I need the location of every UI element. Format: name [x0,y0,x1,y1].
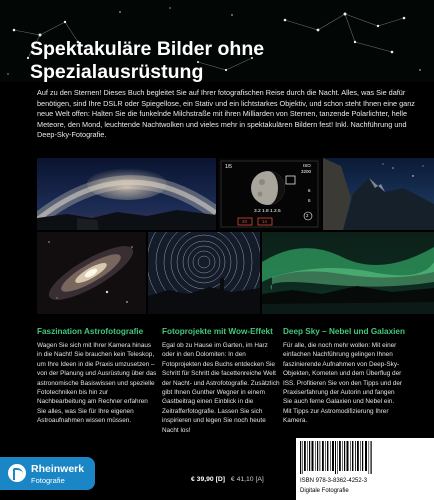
publisher-imprint: Fotografie [31,476,65,485]
column-text: Egal ob zu Hause im Garten, im Harz oder in den Dolomiten: In den Fotoprojekten des Buchs entdecken Sie Schritt für Schritt die facettenreiche Welt der Nacht- und Astrofotografie. Zusätzlich gibt Ihnen Gunther Wegner in einem Gastbeitrag einen Einblick in die Zeitrafferfotografie. Lassen Sie sich inspirieren und legen Sie noch heute Nacht los! [162,342,280,434]
camera-box-2: 14 [262,219,268,224]
star-trails-photo [148,232,260,314]
night-mountain-photo [323,158,434,230]
header-banner [0,0,434,82]
column-heading: Deep Sky – Nebel und Galaxien [283,327,405,336]
column-text: Wagen Sie sich mit Ihrer Kamera hinaus in die Nacht! Sie brauchen kein Teleskop, um Ihre Ideen in die Praxis umzusetzen – von der Planung und Ausrüstung über das astronomische Basiswissen und spezielle Fototechniken bis hin zur Nachbearbeitung am Rechner erfahren Sie alles, was Sie für Ihre eigenen Astroaufnahmen wissen müssen. [37,342,157,425]
feature-column [37,327,157,426]
camera-side-top: 6 [308,188,311,193]
camera-shot-count: 2 [306,213,309,218]
price-line [191,476,264,483]
camera-box-1: 20 [242,219,248,224]
isbn-number: ISBN 978-3-8362-4252-3 [300,478,368,484]
column-text: Für alle, die noch mehr wollen: Mit einer einfachen Nachführung gelingen Ihnen faszinierende Aufnahmen von Deep-Sky-Objekten, Kometen und dem Überflug der ISS. Profitieren Sie von den Tipps und der Praxiserfahrung der Autorin und fangen Sie auch ferne Galaxien und Nebel ein. Mit Tipps zur Astromodifizierung Ihrer Kamera. [283,342,403,425]
intro-text: Auf zu den Sternen! Dieses Buch begleitet Sie auf Ihrer fotografischen Reise durch die Nacht. Alles, was Sie dafür benötigen, sind Ihre DSLR oder Spiegellose, ein Stativ und ein lichtstarkes Objektiv, und schon steht Ihnen eine ganz neue Welt offen: Halten Sie die funkelnde Milchstraße mit ihren Milliarden von Sternen, tanzende Polarlichter, helle Meteore, den Mond, leuchtende Nachtwolken und vieles mehr in spektakulären Bildern fest! Inkl. Nachführung und Deep-Sky-Fotografie. [37,88,415,140]
camera-shutter-readout: 1/5 [225,164,232,170]
publisher-name: Rheinwerk [31,463,85,475]
feature-column [162,327,282,435]
camera-side-mid: 6 [308,198,311,203]
feature-column [283,327,403,426]
barcode-box [296,438,434,500]
milky-way-photo [37,158,216,230]
camera-exposure-readout: 3.2 1.8 1.2.5 [254,209,281,214]
column-heading: Faszination Astrofotografie [37,327,144,336]
publisher-mark-icon [8,464,26,482]
header-title: Spektakuläre Bilder ohne Spezialausrüstung [30,38,265,83]
aurora-photo [262,232,434,314]
barcode-icon [300,441,372,474]
price-germany: € 39,90 [D] [191,476,226,483]
publisher-logo [0,457,95,490]
andromeda-galaxy-photo [37,232,146,314]
camera-iso-label: ISO [303,163,311,168]
camera-display-photo [218,158,321,230]
column-heading: Fotoprojekte mit Wow-Effekt [162,327,273,336]
price-austria: € 41,10 [A] [230,476,264,483]
series-name: Digitale Fotografie [300,488,349,494]
camera-iso-value: 3200 [301,169,312,174]
